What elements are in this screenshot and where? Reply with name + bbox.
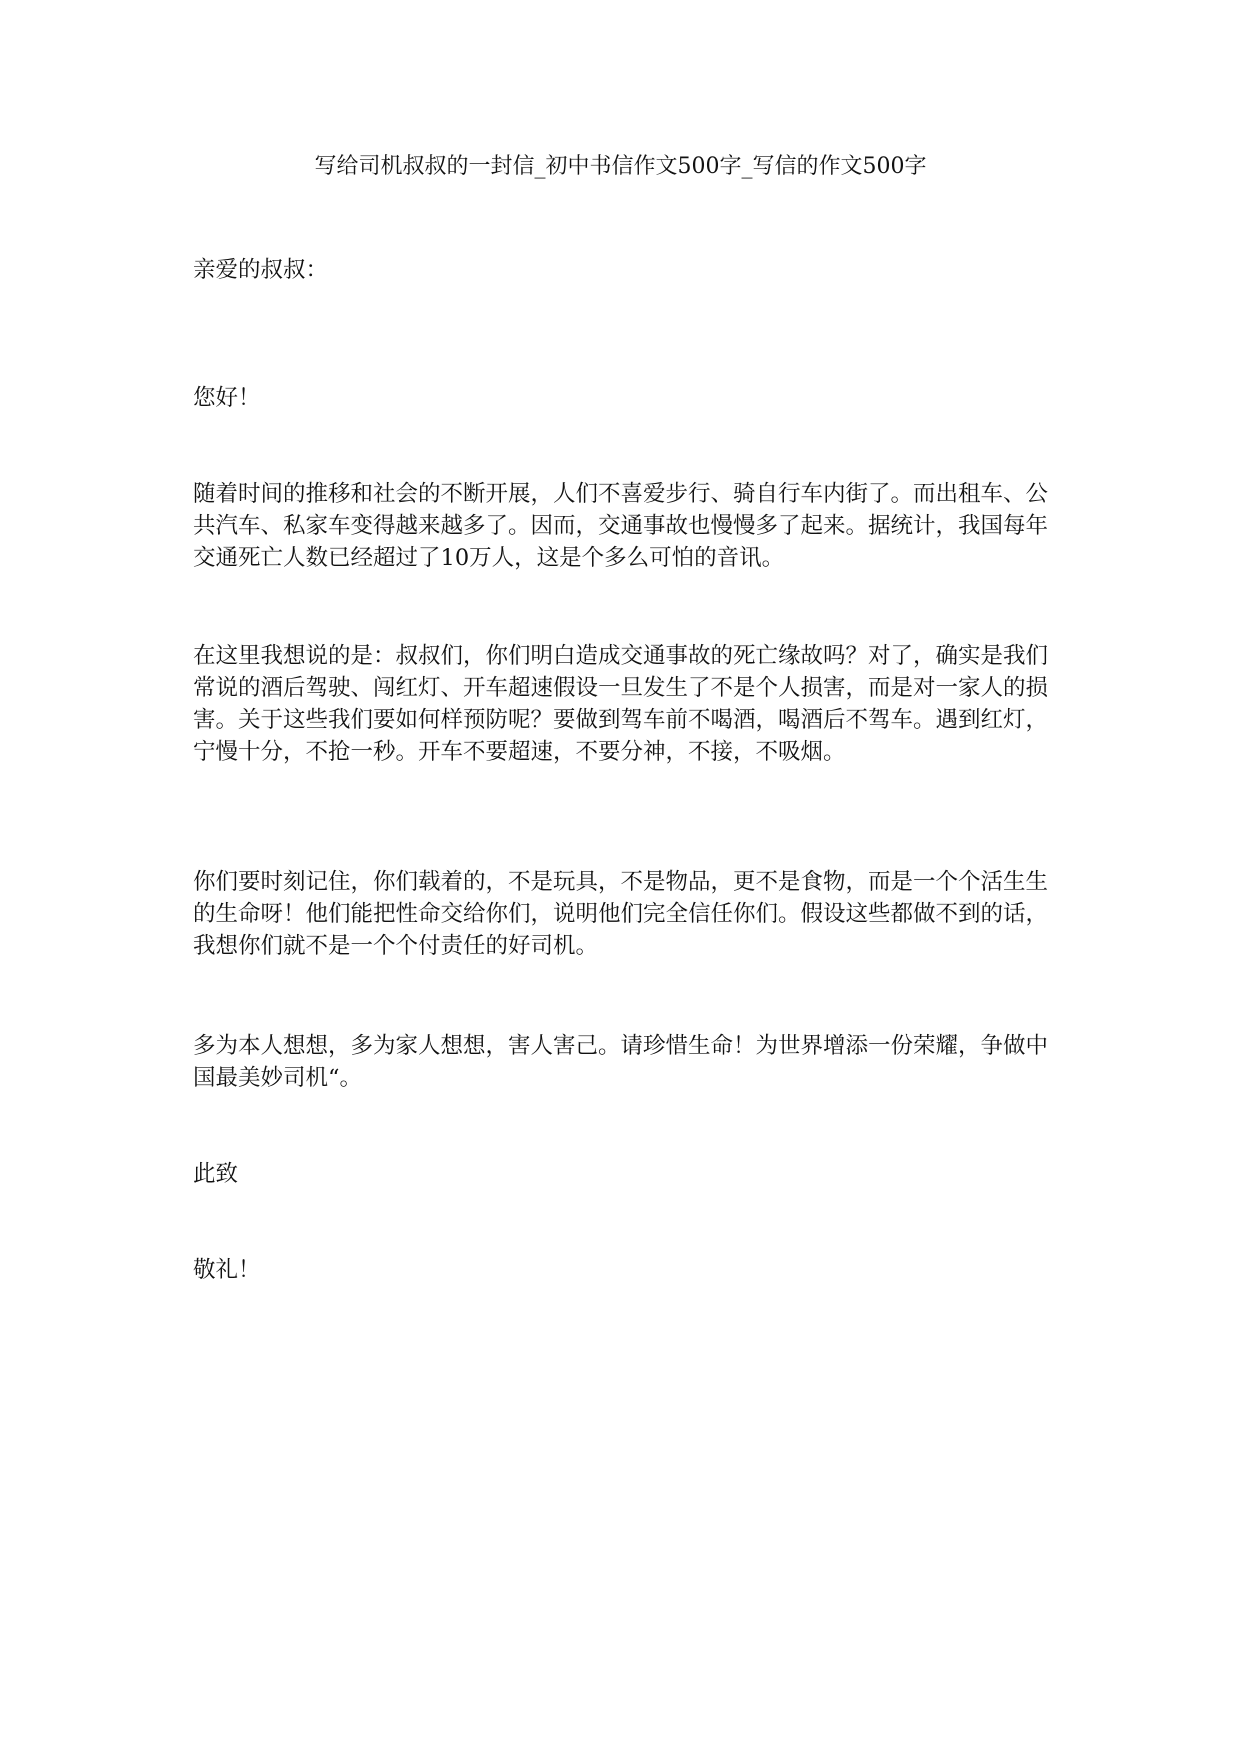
paragraph-text: 在这里我想说的是：叔叔们，你们明白造成交通事故的死亡缘故吗？对了，确实是我们常说的酒后驾驶、闯红灯、开车超速假设一旦发生了不是个人损害，而是对一家人的损害。关于这些我们要如何样预防呢？要做到驾车前不喝酒，喝酒后不驾车。遇到红灯，宁慢十分，不抢一秒。开车不要超速，不要分神，不接，不吸烟。 [193, 643, 1049, 765]
regards [193, 1254, 1048, 1286]
paragraph-text: 随着时间的推移和社会的不断开展，人们不喜爱步行、骑自行车内街了。而出租车、公共汽车、私家车变得越来越多了。因而，交通事故也慢慢多了起来。据统计，我国每年交通死亡人数已经超过了10万人，这是个多么可怕的音讯。 [193, 481, 1049, 571]
paragraph-text: 你们要时刻记住，你们载着的，不是玩具，不是物品，更不是食物，而是一个个活生生的生命呀！他们能把性命交给你们，说明他们完全信任你们。假设这些都做不到的话，我想你们就不是一个个付责任的好司机。 [193, 869, 1049, 959]
paragraph-4 [193, 1030, 1048, 1094]
salutation [193, 254, 1048, 286]
paragraph-3 [193, 866, 1048, 962]
greeting [193, 382, 1048, 414]
closing-text: 此致 [193, 1161, 239, 1187]
greeting-text: 您好！ [193, 385, 261, 411]
salutation-text: 亲爱的叔叔： [193, 257, 329, 283]
regards-text: 敬礼！ [193, 1257, 261, 1283]
paragraph-2 [193, 640, 1048, 768]
paragraph-text: 多为本人想想，多为家人想想，害人害己。请珍惜生命！为世界增添一份荣耀，争做中国最美妙司机“。 [193, 1033, 1049, 1091]
paragraph-1 [193, 478, 1048, 574]
closing [193, 1158, 1048, 1190]
document-title: 写给司机叔叔的一封信_初中书信作文500字_写信的作文500字 [314, 154, 927, 179]
